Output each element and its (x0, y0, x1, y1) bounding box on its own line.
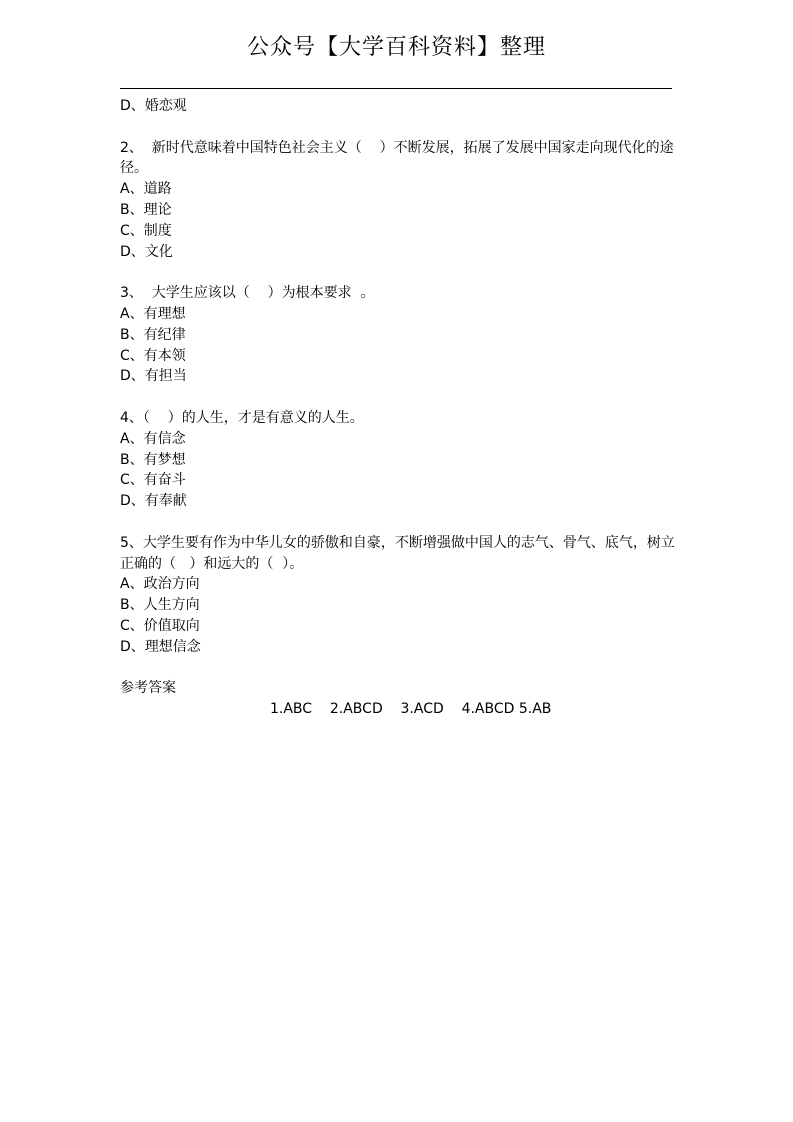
answer-key-values: 1.ABC 2.ABCD 3.ACD 4.ABCD 5.AB (270, 701, 552, 718)
question-3-option-c: C、有本领 (120, 347, 186, 364)
question-5-option-b: B、人生方向 (120, 597, 200, 614)
question-5-option-a: A、政治方向 (120, 576, 200, 593)
answer-key-label: 参考答案 (120, 680, 176, 697)
question-3 (120, 283, 676, 387)
question-4-option-b: B、有梦想 (120, 451, 186, 468)
question-3-option-b: B、有纪律 (120, 326, 186, 343)
header-divider (120, 88, 672, 89)
question-2-option-d: D、文化 (120, 243, 173, 260)
question-2 (120, 138, 676, 263)
question-4 (120, 408, 676, 512)
question-5 (120, 533, 676, 658)
question-2-option-b: B、理论 (120, 201, 172, 218)
prev-question-option-d: D、婚恋观 (120, 98, 187, 114)
question-4-option-c: C、有奋斗 (120, 472, 186, 489)
question-3-option-a: A、有理想 (120, 305, 186, 322)
question-2-title: 2、 新时代意味着中国特色社会主义（ ）不断发展，拓展了发展中国家走向现代化的途径。 (120, 139, 674, 177)
question-5-title: 5、大学生要有作为中华儿女的骄傲和自豪，不断增强做中国人的志气、骨气、底气，树立正确的（ ）和远大的（ ）。 (120, 534, 675, 572)
question-3-option-d: D、有担当 (120, 368, 187, 385)
question-4-option-d: D、有奉献 (120, 493, 187, 510)
question-5-option-c: C、价值取向 (120, 617, 200, 634)
answer-key (120, 678, 676, 720)
question-2-option-c: C、制度 (120, 222, 172, 239)
question-4-title: 4、（ ）的人生，才是有意义的人生。 (120, 409, 364, 426)
question-3-title: 3、 大学生应该以（ ）为根本要求 。 (120, 285, 375, 302)
question-4-option-a: A、有信念 (120, 430, 186, 447)
page-header-title: 公众号【大学百科资料】整理 (246, 35, 546, 60)
question-5-option-d: D、理想信念 (120, 638, 201, 655)
question-2-option-a: A、道路 (120, 181, 172, 198)
document-body (120, 96, 676, 720)
